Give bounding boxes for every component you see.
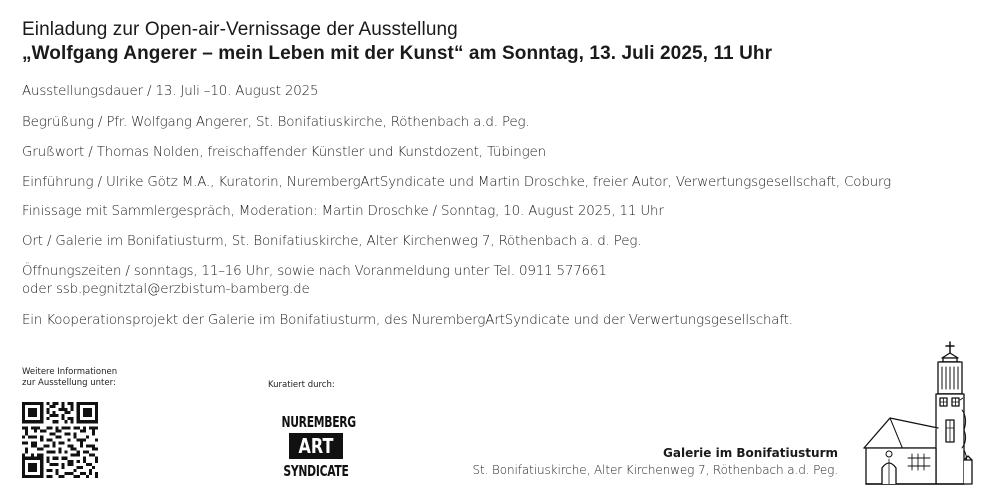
title-line-1: Einladung zur Open-air-Vernissage der Ausstellung (22, 19, 458, 40)
church-drawing-icon (860, 340, 975, 485)
finissage-line: Finissage mit Sammlergespräch, Moderation: Martin Droschke / Sonntag, 10. August 2025, 11 Uhr (22, 204, 664, 219)
title-line-2: „Wolfgang Angerer – mein Leben mit der Kunst“ am Sonntag, 13. Juli 2025, 11 Uhr (22, 43, 773, 64)
qr-code-icon[interactable] (22, 402, 98, 478)
more-info-label-line-1: Weitere Informationen (22, 367, 118, 377)
gallery-name: Galerie im Bonifatiusturm (663, 446, 838, 460)
contact-email-line: oder ssb.pegnitztal@erzbistum-bamberg.de (22, 282, 310, 297)
location-line: Ort / Galerie im Bonifatiusturm, St. Bonifatiuskirche, Alter Kirchenweg 7, Röthenbach a. d. Peg. (22, 234, 642, 249)
logo-word-syndicate: SYNDICATE (283, 462, 349, 480)
duration-line: Ausstellungsdauer / 13. Juli –10. August 2025 (22, 84, 319, 99)
nuremberg-art-syndicate-logo[interactable] (268, 413, 364, 481)
logo-word-nuremberg: NUREMBERG (281, 413, 356, 431)
invitation-title (22, 18, 772, 66)
opening-hours-line: Öffnungszeiten / sonntags, 11–16 Uhr, sowie nach Voranmeldung unter Tel. 0911 577661 (22, 264, 607, 279)
greeting-line: Grußwort / Thomas Nolden, freischaffender Künstler und Kunstdozent, Tübingen (22, 145, 546, 160)
curated-by-label: Kuratiert durch: (268, 380, 335, 390)
logo-word-art: ART (298, 434, 334, 458)
welcome-line: Begrüßung / Pfr. Wolfgang Angerer, St. Bonifatiuskirche, Röthenbach a.d. Peg. (22, 115, 530, 130)
more-info-label (22, 367, 117, 389)
gallery-address: St. Bonifatiuskirche, Alter Kirchenweg 7, Röthenbach a.d. Peg. (472, 463, 838, 477)
more-info-label-line-2: zur Ausstellung unter: (22, 378, 116, 388)
cooperation-line: Ein Kooperationsprojekt der Galerie im Bonifatiusturm, des NurembergArtSyndicate und der Verwertungsgesellschaft. (22, 313, 793, 328)
introduction-line: Einführung / Ulrike Götz M.A., Kuratorin, NurembergArtSyndicate und Martin Droschke, freier Autor, Verwertungsgesellschaft, Coburg (22, 175, 892, 190)
